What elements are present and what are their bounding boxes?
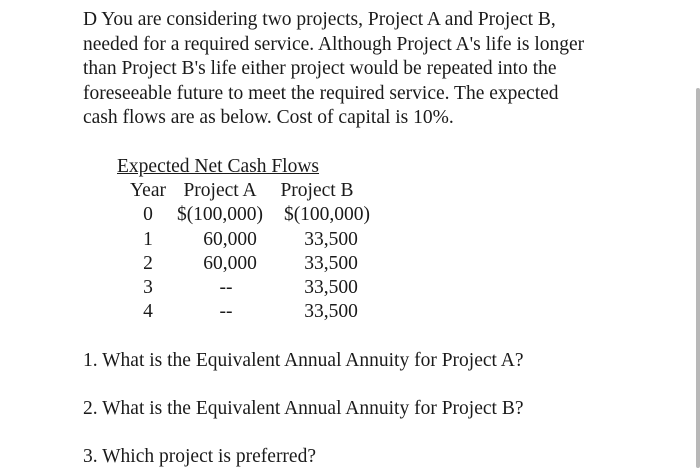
question-2: 2. What is the Equivalent Annual Annuity for Project B? (83, 398, 524, 419)
intro-line: D You are considering two projects, Project A and Project B, (83, 9, 556, 30)
year-cell: 4 (143, 301, 153, 322)
project-a-cell: 60,000 (203, 229, 257, 250)
header-project-b: Project B (280, 180, 354, 201)
header-project-a: Project A (183, 180, 257, 201)
question-1: 1. What is the Equivalent Annual Annuity for Project A? (83, 350, 524, 371)
vertical-scrollbar[interactable] (696, 88, 700, 468)
cash-flow-table-title: Expected Net Cash Flows (117, 156, 320, 177)
intro-line: than Project B's life either project would be repeated into the (83, 58, 557, 79)
year-cell: 1 (143, 229, 153, 250)
year-cell: 2 (143, 253, 153, 274)
intro-line: foreseeable future to meet the required service. The expected (83, 82, 559, 104)
project-b-cell: 33,500 (304, 301, 358, 322)
problem-statement (83, 8, 643, 131)
project-a-cell: -- (219, 277, 233, 298)
question-3: 3. Which project is preferred? (83, 446, 316, 467)
project-a-cell: -- (219, 301, 233, 322)
year-cell: 3 (143, 277, 153, 298)
year-cell: 0 (143, 204, 153, 225)
project-b-cell: 33,500 (304, 253, 358, 274)
intro-line: needed for a required service. Although Project A's life is longer (83, 33, 585, 55)
project-a-cell: 60,000 (203, 253, 257, 274)
project-b-cell: 33,500 (304, 277, 358, 298)
project-a-cell: $(100,000) (176, 204, 264, 225)
project-b-cell: 33,500 (304, 229, 358, 250)
header-year: Year (130, 180, 166, 201)
intro-line: cash flows are as below. Cost of capital is 10%. (83, 107, 454, 128)
project-b-cell: $(100,000) (283, 204, 371, 225)
